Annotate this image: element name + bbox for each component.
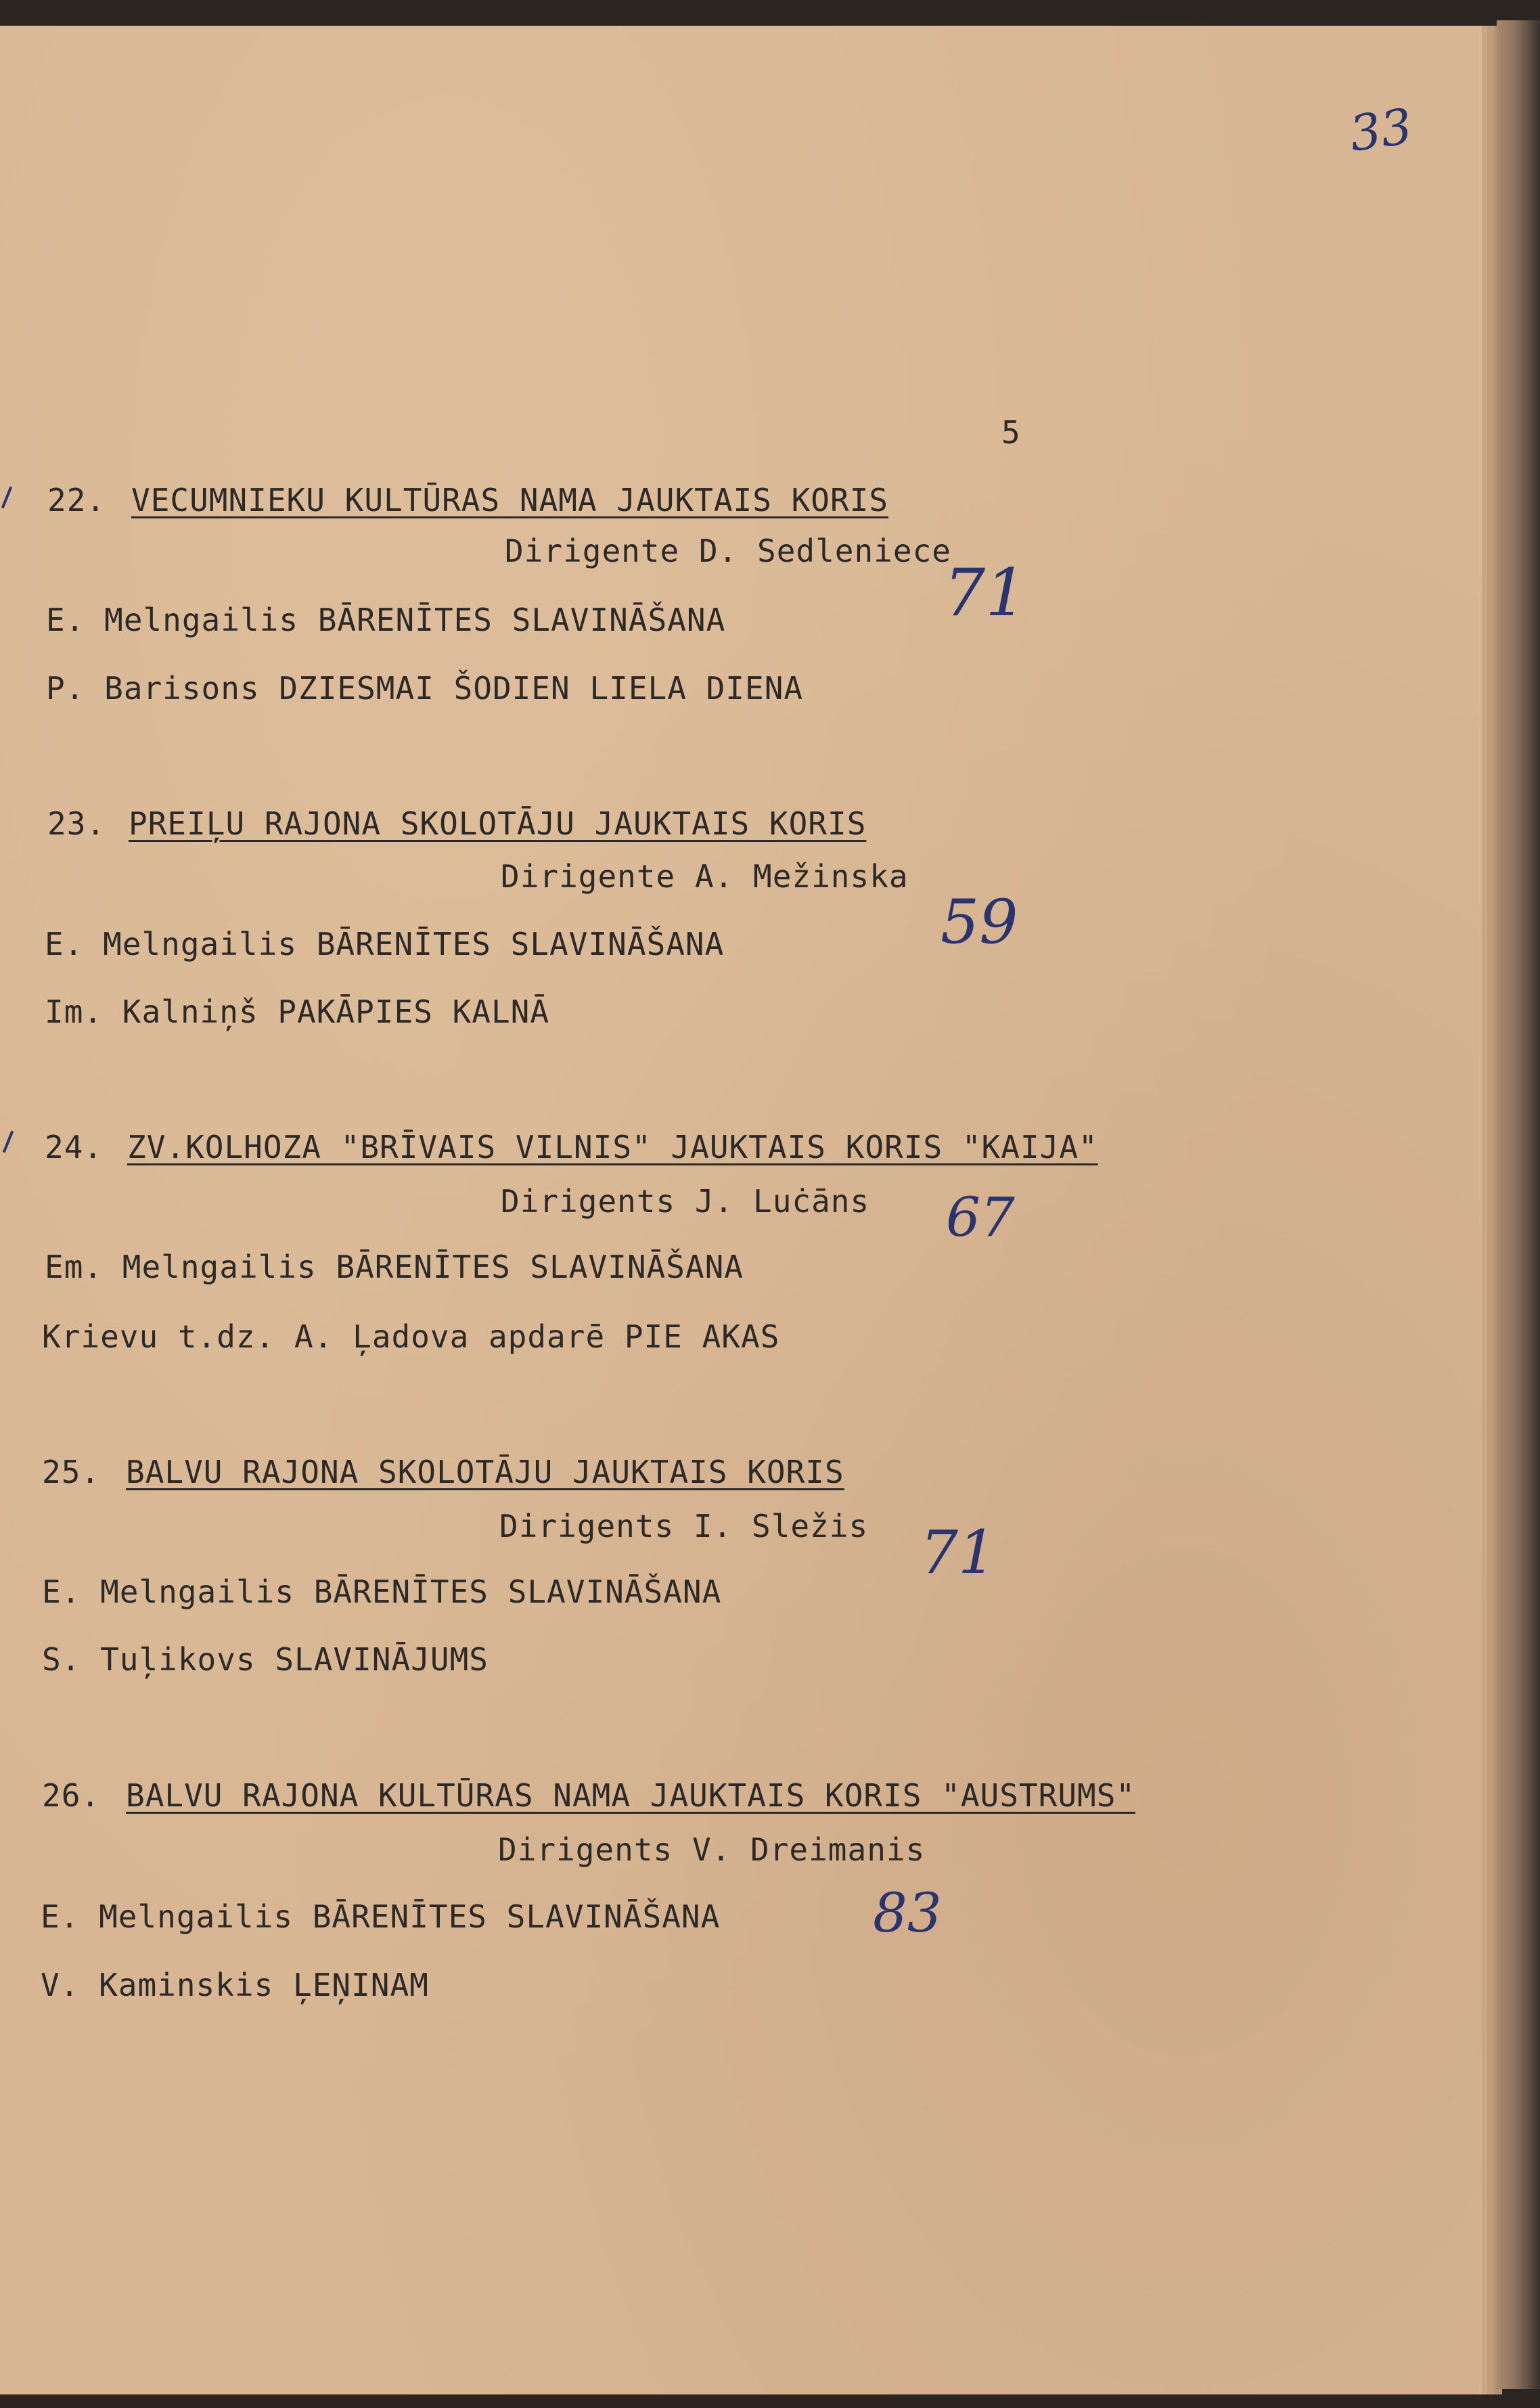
choir-title: BALVU RAJONA SKOLOTĀJU JAUKTAIS KORIS — [126, 1454, 844, 1490]
entry-number: 22. — [47, 482, 106, 518]
handwritten-score: 83 — [873, 1881, 942, 1944]
piece-line: S. Tuļikovs SLAVINĀJUMS — [42, 1641, 489, 1678]
handwritten-score: 67 — [946, 1186, 1015, 1249]
piece-line: E. Melngailis BĀRENĪTES SLAVINĀŠANA — [41, 1898, 721, 1935]
choir-title: ZV.KOLHOZA "BRĪVAIS VILNIS" JAUKTAIS KORIS "KAIJA" — [127, 1129, 1098, 1165]
piece-line: E. Melngailis BĀRENĪTES SLAVINĀŠANA — [42, 1574, 722, 1610]
handwritten-score: 71 — [920, 1517, 996, 1587]
entry-number: 23. — [47, 805, 106, 842]
entry-number: 25. — [42, 1454, 101, 1490]
piece-line: Im. Kalniņš PAKĀPIES KALNĀ — [45, 994, 550, 1030]
handwritten-score: 71 — [944, 555, 1027, 631]
handwritten-folio-number: 33 — [1346, 97, 1416, 162]
piece-line: P. Barisons DZIESMAI ŠODIEN LIELA DIENA — [46, 670, 804, 707]
conductor-line: Dirigents I. Sležis — [499, 1508, 869, 1544]
choir-title: BALVU RAJONA KULTŪRAS NAMA JAUKTAIS KORIS "AUSTRUMS" — [126, 1777, 1136, 1814]
choir-title: PREIĻU RAJONA SKOLOTĀJU JAUKTAIS KORIS — [129, 805, 867, 842]
choir-title: VECUMNIEKU KULTŪRAS NAMA JAUKTAIS KORIS — [131, 482, 889, 518]
piece-line: E. Melngailis BĀRENĪTES SLAVINĀŠANA — [45, 926, 725, 962]
entry-number: 26. — [42, 1777, 101, 1814]
handwritten-score: 59 — [941, 887, 1018, 958]
piece-line: V. Kaminskis ĻEŅINAM — [41, 1967, 429, 2003]
entry-number: 24. — [45, 1129, 104, 1165]
conductor-line: Dirigents J. Luċāns — [501, 1183, 870, 1220]
page-number: 5 — [1001, 414, 1021, 451]
piece-line: Em. Melngailis BĀRENĪTES SLAVINĀŠANA — [45, 1249, 744, 1285]
conductor-line: Dirigente A. Mežinska — [501, 858, 909, 895]
piece-line: Krievu t.dz. A. Ļadova apdarē PIE AKAS — [42, 1318, 780, 1355]
conductor-line: Dirigente D. Sedleniece — [505, 533, 951, 569]
conductor-line: Dirigents V. Dreimanis — [498, 1831, 926, 1868]
page-stack-edge — [1497, 20, 1540, 2389]
piece-line: E. Melngailis BĀRENĪTES SLAVINĀŠANA — [46, 602, 726, 638]
